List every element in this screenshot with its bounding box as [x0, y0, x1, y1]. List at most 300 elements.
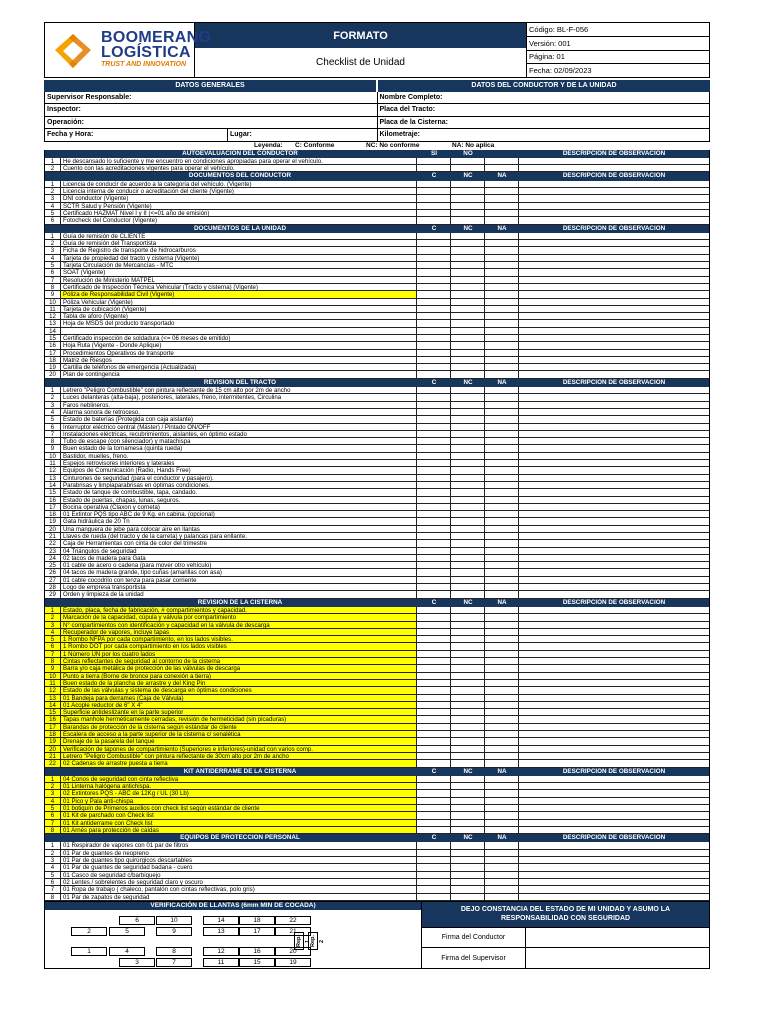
check-na-cell[interactable] — [485, 402, 519, 408]
check-c-cell[interactable] — [417, 555, 451, 561]
check-na-cell[interactable] — [485, 320, 519, 326]
check-c-cell[interactable] — [417, 497, 451, 503]
observation-cell[interactable] — [519, 850, 709, 856]
observation-cell[interactable] — [519, 812, 709, 818]
check-nc-cell[interactable] — [451, 299, 485, 305]
check-na-cell[interactable] — [485, 820, 519, 826]
observation-cell[interactable] — [519, 569, 709, 575]
check-na-cell[interactable] — [485, 284, 519, 290]
check-na-cell[interactable] — [485, 453, 519, 459]
observation-cell[interactable] — [519, 233, 709, 239]
check-nc-cell[interactable] — [451, 416, 485, 422]
observation-cell[interactable] — [519, 291, 709, 297]
check-nc-cell[interactable] — [451, 203, 485, 209]
check-na-cell[interactable] — [485, 269, 519, 275]
check-c-cell[interactable] — [417, 731, 451, 737]
check-c-cell[interactable] — [417, 489, 451, 495]
check-nc-cell[interactable] — [451, 636, 485, 642]
observation-cell[interactable] — [519, 820, 709, 826]
check-c-cell[interactable] — [417, 291, 451, 297]
observation-cell[interactable] — [519, 760, 709, 766]
check-na-cell[interactable] — [485, 431, 519, 437]
check-na-cell[interactable] — [485, 850, 519, 856]
observation-cell[interactable] — [519, 489, 709, 495]
tire-box[interactable]: 2 — [71, 927, 107, 936]
check-c-cell[interactable] — [417, 438, 451, 444]
check-nc-cell[interactable] — [451, 805, 485, 811]
tire-box[interactable]: 11 — [203, 958, 239, 967]
check-nc-cell[interactable] — [451, 475, 485, 481]
check-na-cell[interactable] — [485, 857, 519, 863]
observation-cell[interactable] — [519, 702, 709, 708]
check-c-cell[interactable] — [417, 687, 451, 693]
check-na-cell[interactable] — [485, 335, 519, 341]
observation-cell[interactable] — [519, 864, 709, 870]
check-c-cell[interactable] — [417, 453, 451, 459]
check-nc-cell[interactable] — [451, 614, 485, 620]
observation-cell[interactable] — [519, 387, 709, 393]
check-na-cell[interactable] — [485, 812, 519, 818]
check-c-cell[interactable] — [417, 269, 451, 275]
check-nc-cell[interactable] — [451, 629, 485, 635]
observation-cell[interactable] — [519, 467, 709, 473]
observation-cell[interactable] — [519, 313, 709, 319]
check-nc-cell[interactable] — [451, 262, 485, 268]
observation-cell[interactable] — [519, 409, 709, 415]
observation-cell[interactable] — [519, 753, 709, 759]
check-c-cell[interactable] — [417, 879, 451, 885]
check-nc-cell[interactable] — [451, 342, 485, 348]
check-nc-cell[interactable] — [451, 569, 485, 575]
check-na-cell[interactable] — [485, 533, 519, 539]
check-nc-cell[interactable] — [451, 424, 485, 430]
check-na-cell[interactable] — [485, 504, 519, 510]
tank-plate-field[interactable]: Placa de la Cisterna: — [378, 117, 710, 129]
check-nc-cell[interactable] — [451, 746, 485, 752]
check-c-cell[interactable] — [417, 371, 451, 377]
check-nc-cell[interactable] — [451, 857, 485, 863]
check-na-cell[interactable] — [485, 247, 519, 253]
observation-cell[interactable] — [519, 299, 709, 305]
check-c-cell[interactable] — [417, 716, 451, 722]
check-nc-cell[interactable] — [451, 158, 485, 164]
observation-cell[interactable] — [519, 364, 709, 370]
observation-cell[interactable] — [519, 805, 709, 811]
check-na-cell[interactable] — [485, 350, 519, 356]
check-c-cell[interactable] — [417, 320, 451, 326]
check-na-cell[interactable] — [485, 643, 519, 649]
datetime-field[interactable]: Fecha y Hora: — [45, 129, 228, 140]
check-na-cell[interactable] — [485, 158, 519, 164]
check-c-cell[interactable] — [417, 783, 451, 789]
check-na-cell[interactable] — [485, 591, 519, 597]
observation-cell[interactable] — [519, 158, 709, 164]
check-nc-cell[interactable] — [451, 607, 485, 613]
check-c-cell[interactable] — [417, 636, 451, 642]
check-c-cell[interactable] — [417, 364, 451, 370]
check-c-cell[interactable] — [417, 165, 451, 171]
observation-cell[interactable] — [519, 475, 709, 481]
check-na-cell[interactable] — [485, 702, 519, 708]
check-c-cell[interactable] — [417, 181, 451, 187]
check-nc-cell[interactable] — [451, 894, 485, 900]
check-nc-cell[interactable] — [451, 409, 485, 415]
check-c-cell[interactable] — [417, 665, 451, 671]
check-nc-cell[interactable] — [451, 489, 485, 495]
check-nc-cell[interactable] — [451, 548, 485, 554]
check-nc-cell[interactable] — [451, 284, 485, 290]
check-c-cell[interactable] — [417, 255, 451, 261]
check-na-cell[interactable] — [485, 622, 519, 628]
observation-cell[interactable] — [519, 416, 709, 422]
driver-name-field[interactable]: Nombre Completo: — [378, 92, 710, 104]
tire-box[interactable]: 19 — [275, 958, 311, 967]
check-c-cell[interactable] — [417, 409, 451, 415]
check-na-cell[interactable] — [485, 328, 519, 334]
observation-cell[interactable] — [519, 584, 709, 590]
check-c-cell[interactable] — [417, 776, 451, 782]
observation-cell[interactable] — [519, 716, 709, 722]
check-c-cell[interactable] — [417, 306, 451, 312]
check-nc-cell[interactable] — [451, 584, 485, 590]
supervisor-field[interactable]: Supervisor Responsable: — [45, 92, 377, 104]
check-na-cell[interactable] — [485, 203, 519, 209]
tire-box[interactable]: 8 — [156, 947, 192, 956]
check-c-cell[interactable] — [417, 233, 451, 239]
observation-cell[interactable] — [519, 886, 709, 892]
check-nc-cell[interactable] — [451, 497, 485, 503]
observation-cell[interactable] — [519, 262, 709, 268]
check-nc-cell[interactable] — [451, 798, 485, 804]
check-nc-cell[interactable] — [451, 724, 485, 730]
check-c-cell[interactable] — [417, 724, 451, 730]
tire-box[interactable]: 18 — [239, 916, 275, 925]
check-c-cell[interactable] — [417, 842, 451, 848]
check-c-cell[interactable] — [417, 387, 451, 393]
check-c-cell[interactable] — [417, 511, 451, 517]
check-c-cell[interactable] — [417, 658, 451, 664]
check-na-cell[interactable] — [485, 658, 519, 664]
observation-cell[interactable] — [519, 687, 709, 693]
check-c-cell[interactable] — [417, 416, 451, 422]
check-na-cell[interactable] — [485, 526, 519, 532]
check-na-cell[interactable] — [485, 872, 519, 878]
check-na-cell[interactable] — [485, 482, 519, 488]
check-na-cell[interactable] — [485, 651, 519, 657]
check-na-cell[interactable] — [485, 364, 519, 370]
observation-cell[interactable] — [519, 622, 709, 628]
spare-tire-1[interactable]: Rep. 1 — [294, 932, 304, 950]
inspector-field[interactable]: Inspector: — [45, 104, 377, 116]
check-nc-cell[interactable] — [451, 562, 485, 568]
check-c-cell[interactable] — [417, 872, 451, 878]
check-na-cell[interactable] — [485, 753, 519, 759]
check-c-cell[interactable] — [417, 431, 451, 437]
tire-box[interactable]: 15 — [239, 958, 275, 967]
check-na-cell[interactable] — [485, 299, 519, 305]
observation-cell[interactable] — [519, 577, 709, 583]
check-na-cell[interactable] — [485, 188, 519, 194]
check-na-cell[interactable] — [485, 342, 519, 348]
tire-box[interactable]: 3 — [119, 958, 155, 967]
check-nc-cell[interactable] — [451, 643, 485, 649]
check-nc-cell[interactable] — [451, 812, 485, 818]
check-nc-cell[interactable] — [451, 195, 485, 201]
check-c-cell[interactable] — [417, 540, 451, 546]
check-c-cell[interactable] — [417, 357, 451, 363]
check-nc-cell[interactable] — [451, 467, 485, 473]
check-na-cell[interactable] — [485, 738, 519, 744]
check-na-cell[interactable] — [485, 217, 519, 223]
tire-box[interactable]: 16 — [239, 947, 275, 956]
check-nc-cell[interactable] — [451, 695, 485, 701]
check-nc-cell[interactable] — [451, 651, 485, 657]
check-nc-cell[interactable] — [451, 738, 485, 744]
check-nc-cell[interactable] — [451, 313, 485, 319]
check-nc-cell[interactable] — [451, 431, 485, 437]
check-c-cell[interactable] — [417, 247, 451, 253]
observation-cell[interactable] — [519, 511, 709, 517]
check-c-cell[interactable] — [417, 812, 451, 818]
spare-tire-2[interactable]: Rep. 2 — [308, 932, 318, 950]
check-c-cell[interactable] — [417, 790, 451, 796]
check-na-cell[interactable] — [485, 879, 519, 885]
observation-cell[interactable] — [519, 790, 709, 796]
observation-cell[interactable] — [519, 460, 709, 466]
check-nc-cell[interactable] — [451, 760, 485, 766]
observation-cell[interactable] — [519, 328, 709, 334]
check-c-cell[interactable] — [417, 584, 451, 590]
check-nc-cell[interactable] — [451, 850, 485, 856]
check-c-cell[interactable] — [417, 518, 451, 524]
check-c-cell[interactable] — [417, 820, 451, 826]
check-nc-cell[interactable] — [451, 872, 485, 878]
check-na-cell[interactable] — [485, 842, 519, 848]
tire-box[interactable]: 13 — [203, 927, 239, 936]
observation-cell[interactable] — [519, 203, 709, 209]
check-c-cell[interactable] — [417, 651, 451, 657]
observation-cell[interactable] — [519, 320, 709, 326]
check-na-cell[interactable] — [485, 195, 519, 201]
check-nc-cell[interactable] — [451, 350, 485, 356]
check-na-cell[interactable] — [485, 731, 519, 737]
check-nc-cell[interactable] — [451, 731, 485, 737]
check-na-cell[interactable] — [485, 438, 519, 444]
check-c-cell[interactable] — [417, 805, 451, 811]
check-na-cell[interactable] — [485, 709, 519, 715]
check-nc-cell[interactable] — [451, 776, 485, 782]
check-nc-cell[interactable] — [451, 217, 485, 223]
check-nc-cell[interactable] — [451, 555, 485, 561]
check-nc-cell[interactable] — [451, 864, 485, 870]
supervisor-signature-field[interactable] — [526, 948, 709, 968]
check-na-cell[interactable] — [485, 746, 519, 752]
check-c-cell[interactable] — [417, 864, 451, 870]
check-na-cell[interactable] — [485, 313, 519, 319]
check-nc-cell[interactable] — [451, 233, 485, 239]
check-c-cell[interactable] — [417, 591, 451, 597]
check-na-cell[interactable] — [485, 724, 519, 730]
check-c-cell[interactable] — [417, 284, 451, 290]
observation-cell[interactable] — [519, 894, 709, 900]
observation-cell[interactable] — [519, 629, 709, 635]
check-c-cell[interactable] — [417, 607, 451, 613]
tire-box[interactable]: 17 — [239, 927, 275, 936]
check-nc-cell[interactable] — [451, 680, 485, 686]
observation-cell[interactable] — [519, 277, 709, 283]
check-na-cell[interactable] — [485, 540, 519, 546]
check-nc-cell[interactable] — [451, 364, 485, 370]
check-nc-cell[interactable] — [451, 453, 485, 459]
check-c-cell[interactable] — [417, 695, 451, 701]
check-na-cell[interactable] — [485, 291, 519, 297]
check-na-cell[interactable] — [485, 181, 519, 187]
check-nc-cell[interactable] — [451, 240, 485, 246]
mileage-field[interactable]: Kilometraje: — [378, 129, 710, 141]
check-c-cell[interactable] — [417, 299, 451, 305]
check-nc-cell[interactable] — [451, 753, 485, 759]
check-nc-cell[interactable] — [451, 709, 485, 715]
check-c-cell[interactable] — [417, 504, 451, 510]
tire-box[interactable]: 9 — [156, 927, 192, 936]
observation-cell[interactable] — [519, 350, 709, 356]
observation-cell[interactable] — [519, 827, 709, 833]
check-na-cell[interactable] — [485, 805, 519, 811]
tire-box[interactable]: 6 — [119, 916, 155, 925]
check-nc-cell[interactable] — [451, 181, 485, 187]
check-c-cell[interactable] — [417, 445, 451, 451]
observation-cell[interactable] — [519, 526, 709, 532]
check-c-cell[interactable] — [417, 342, 451, 348]
check-c-cell[interactable] — [417, 350, 451, 356]
check-c-cell[interactable] — [417, 746, 451, 752]
check-c-cell[interactable] — [417, 328, 451, 334]
check-na-cell[interactable] — [485, 165, 519, 171]
check-c-cell[interactable] — [417, 475, 451, 481]
observation-cell[interactable] — [519, 482, 709, 488]
observation-cell[interactable] — [519, 335, 709, 341]
tractor-plate-field[interactable]: Placa del Tracto: — [378, 104, 710, 116]
check-c-cell[interactable] — [417, 709, 451, 715]
observation-cell[interactable] — [519, 695, 709, 701]
check-na-cell[interactable] — [485, 518, 519, 524]
check-na-cell[interactable] — [485, 394, 519, 400]
check-na-cell[interactable] — [485, 614, 519, 620]
check-c-cell[interactable] — [417, 886, 451, 892]
observation-cell[interactable] — [519, 518, 709, 524]
observation-cell[interactable] — [519, 438, 709, 444]
observation-cell[interactable] — [519, 195, 709, 201]
check-nc-cell[interactable] — [451, 291, 485, 297]
observation-cell[interactable] — [519, 217, 709, 223]
check-nc-cell[interactable] — [451, 269, 485, 275]
check-c-cell[interactable] — [417, 738, 451, 744]
check-c-cell[interactable] — [417, 402, 451, 408]
check-nc-cell[interactable] — [451, 402, 485, 408]
check-nc-cell[interactable] — [451, 482, 485, 488]
check-c-cell[interactable] — [417, 533, 451, 539]
check-na-cell[interactable] — [485, 790, 519, 796]
check-c-cell[interactable] — [417, 753, 451, 759]
observation-cell[interactable] — [519, 188, 709, 194]
check-na-cell[interactable] — [485, 629, 519, 635]
observation-cell[interactable] — [519, 776, 709, 782]
check-nc-cell[interactable] — [451, 665, 485, 671]
check-nc-cell[interactable] — [451, 790, 485, 796]
observation-cell[interactable] — [519, 636, 709, 642]
check-c-cell[interactable] — [417, 240, 451, 246]
check-nc-cell[interactable] — [451, 526, 485, 532]
check-c-cell[interactable] — [417, 467, 451, 473]
check-na-cell[interactable] — [485, 716, 519, 722]
check-na-cell[interactable] — [485, 255, 519, 261]
check-c-cell[interactable] — [417, 702, 451, 708]
observation-cell[interactable] — [519, 394, 709, 400]
check-na-cell[interactable] — [485, 210, 519, 216]
observation-cell[interactable] — [519, 783, 709, 789]
check-nc-cell[interactable] — [451, 577, 485, 583]
tire-box[interactable]: 20 — [275, 947, 311, 956]
check-nc-cell[interactable] — [451, 188, 485, 194]
observation-cell[interactable] — [519, 746, 709, 752]
observation-cell[interactable] — [519, 738, 709, 744]
check-nc-cell[interactable] — [451, 306, 485, 312]
observation-cell[interactable] — [519, 607, 709, 613]
check-c-cell[interactable] — [417, 850, 451, 856]
check-na-cell[interactable] — [485, 555, 519, 561]
observation-cell[interactable] — [519, 181, 709, 187]
tire-box[interactable]: 1 — [71, 947, 107, 956]
check-na-cell[interactable] — [485, 680, 519, 686]
tire-box[interactable]: 21 — [275, 927, 311, 936]
observation-cell[interactable] — [519, 357, 709, 363]
check-c-cell[interactable] — [417, 210, 451, 216]
observation-cell[interactable] — [519, 614, 709, 620]
check-c-cell[interactable] — [417, 460, 451, 466]
check-na-cell[interactable] — [485, 475, 519, 481]
observation-cell[interactable] — [519, 255, 709, 261]
observation-cell[interactable] — [519, 453, 709, 459]
check-na-cell[interactable] — [485, 577, 519, 583]
check-nc-cell[interactable] — [451, 460, 485, 466]
check-c-cell[interactable] — [417, 277, 451, 283]
check-na-cell[interactable] — [485, 357, 519, 363]
observation-cell[interactable] — [519, 591, 709, 597]
observation-cell[interactable] — [519, 842, 709, 848]
observation-cell[interactable] — [519, 857, 709, 863]
check-nc-cell[interactable] — [451, 445, 485, 451]
check-c-cell[interactable] — [417, 203, 451, 209]
check-c-cell[interactable] — [417, 680, 451, 686]
observation-cell[interactable] — [519, 445, 709, 451]
check-na-cell[interactable] — [485, 783, 519, 789]
observation-cell[interactable] — [519, 540, 709, 546]
observation-cell[interactable] — [519, 879, 709, 885]
check-na-cell[interactable] — [485, 687, 519, 693]
check-c-cell[interactable] — [417, 622, 451, 628]
driver-signature-field[interactable] — [526, 928, 709, 948]
check-na-cell[interactable] — [485, 584, 519, 590]
check-na-cell[interactable] — [485, 409, 519, 415]
observation-cell[interactable] — [519, 497, 709, 503]
check-c-cell[interactable] — [417, 482, 451, 488]
check-nc-cell[interactable] — [451, 827, 485, 833]
check-nc-cell[interactable] — [451, 518, 485, 524]
check-nc-cell[interactable] — [451, 438, 485, 444]
check-na-cell[interactable] — [485, 277, 519, 283]
check-nc-cell[interactable] — [451, 820, 485, 826]
check-c-cell[interactable] — [417, 335, 451, 341]
